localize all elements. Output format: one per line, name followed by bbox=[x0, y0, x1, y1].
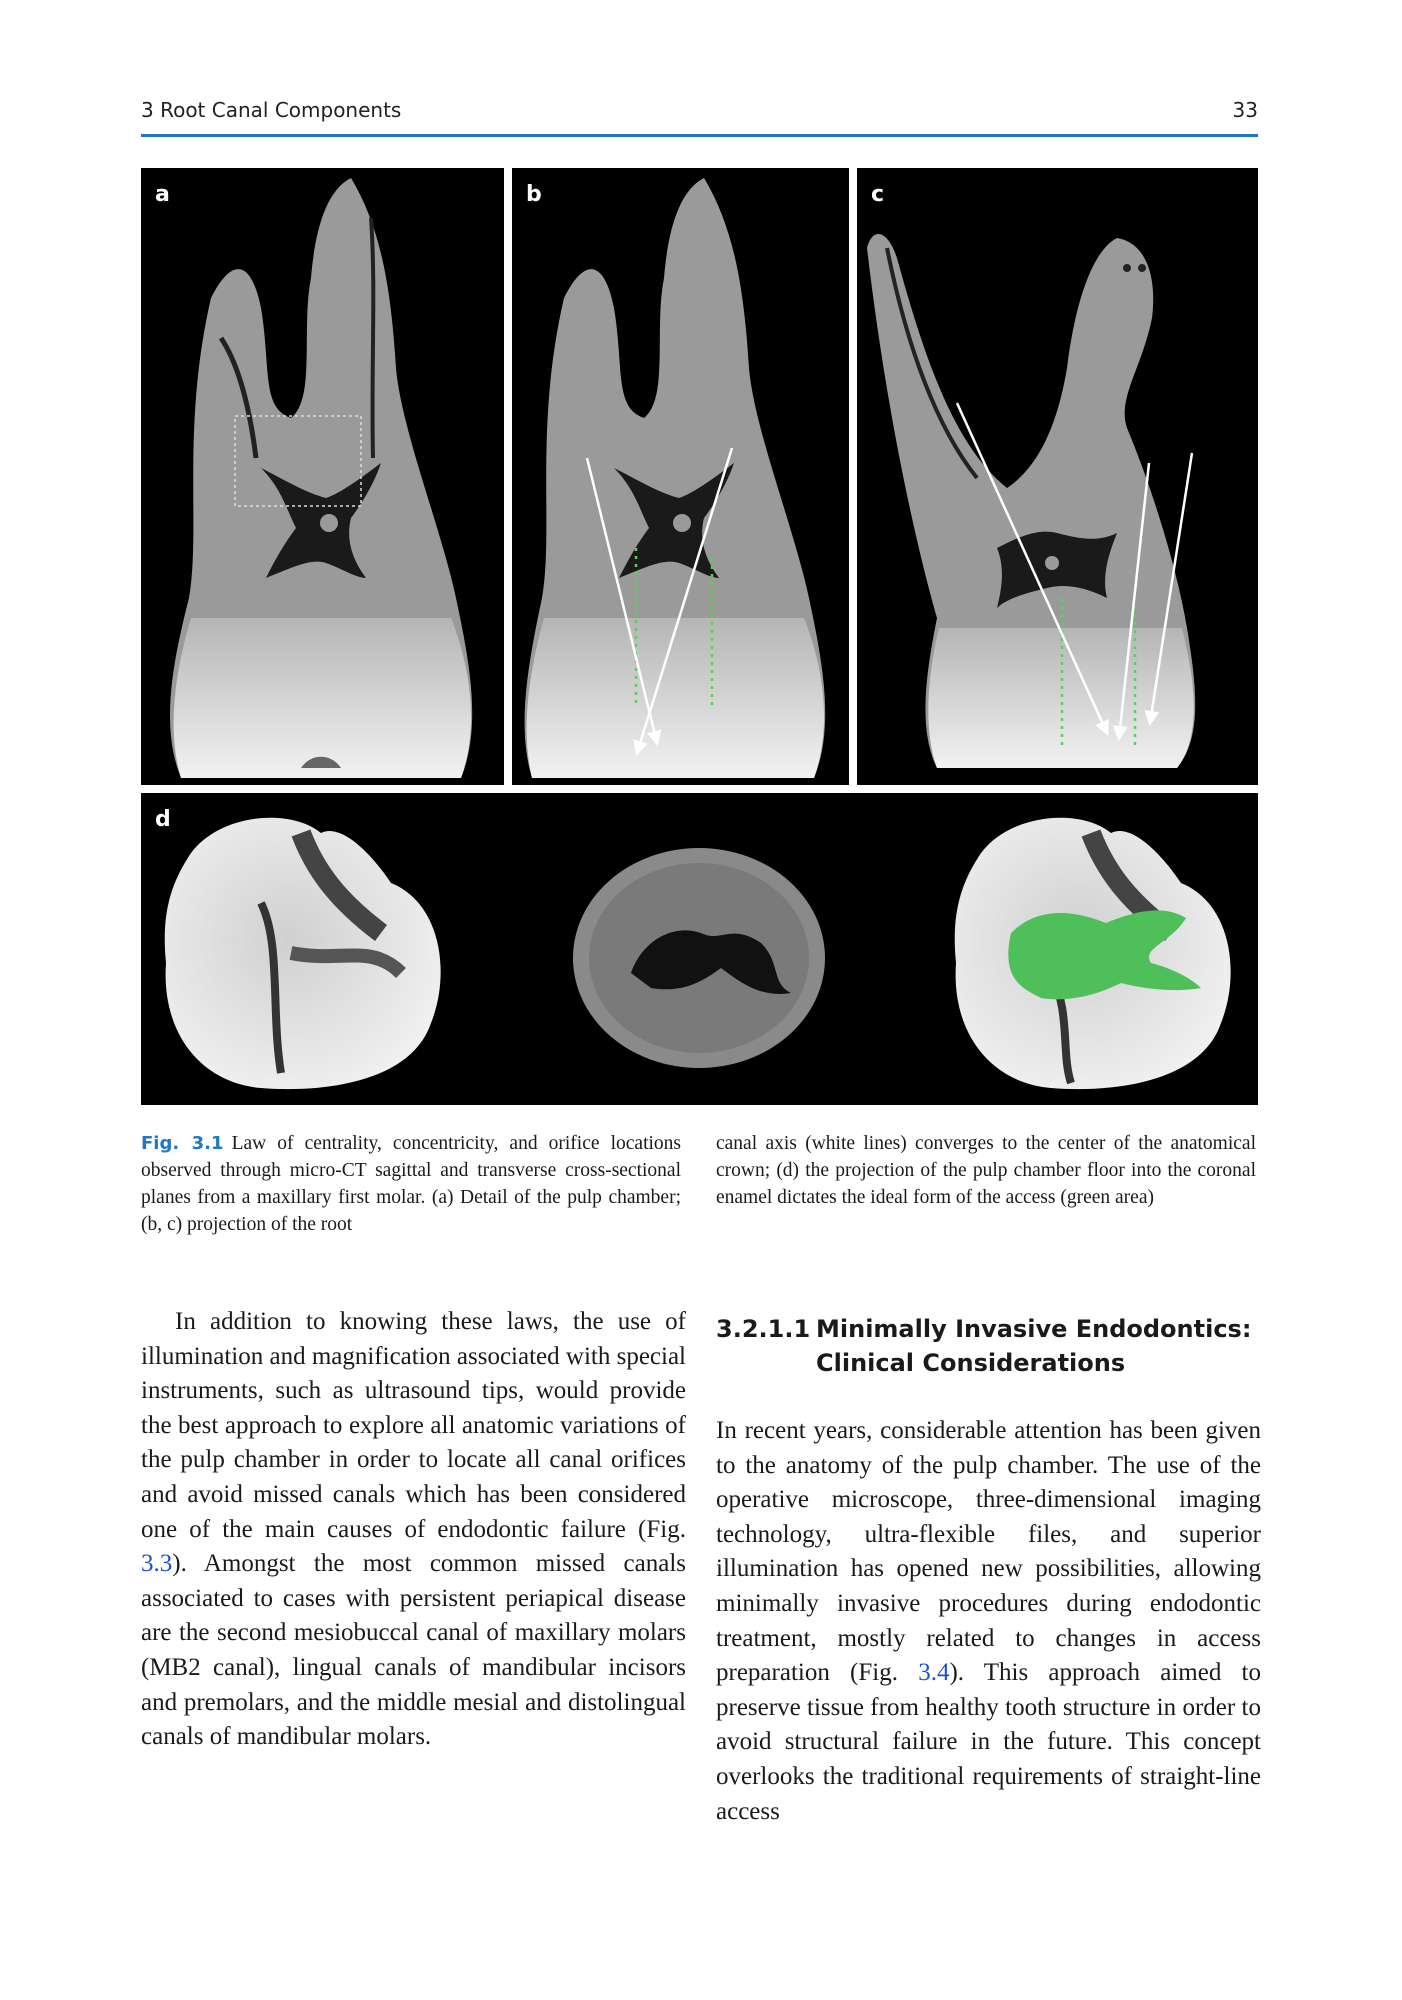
section-number: 3.2.1.1 bbox=[716, 1315, 811, 1343]
body-column-right bbox=[716, 1414, 1261, 1829]
tooth-sagittal-image-b bbox=[512, 168, 849, 785]
paragraph-right bbox=[716, 1414, 1261, 1829]
body-column-left bbox=[141, 1305, 686, 1755]
panel-label-d: d bbox=[155, 807, 171, 832]
tooth-transverse-images-d bbox=[141, 793, 1258, 1105]
paragraph-right-text-1: In recent years, considerable attention has been given to the anatomy of the pulp chamber. The use of the operative microscope, three-dimensional imaging technology, ultra-flexible files, and superior illumination has opened new possibilities, allowing minimally invasive procedures during endodontic treatment, mostly related to changes in access preparation (Fig. bbox=[716, 1417, 1261, 1687]
figure-caption-col1 bbox=[141, 1130, 681, 1238]
paragraph-left bbox=[141, 1305, 686, 1755]
running-header bbox=[141, 96, 1258, 126]
paragraph-right-text-2: ). This approach aimed to preserve tissue from healthy tooth structure in order to avoid structural failure in the future. This concept overlooks the traditional requirements of straight-line access bbox=[716, 1659, 1261, 1825]
caption-text-2: canal axis (white lines) converges to the center of the anatomical crown; (d) the projection of the pulp chamber floor into the coronal enamel dictates the ideal form of the access (green area) bbox=[716, 1133, 1256, 1208]
figure-panel-c bbox=[857, 168, 1258, 785]
chapter-title: 3 Root Canal Components bbox=[141, 98, 402, 122]
tooth-sagittal-image-a bbox=[141, 168, 504, 785]
figure-ref-3-3[interactable]: 3.3 bbox=[141, 1550, 173, 1578]
figure-caption-col2 bbox=[716, 1130, 1256, 1211]
panel-label-a: a bbox=[155, 182, 170, 207]
figure-label: Fig. 3.1 bbox=[141, 1133, 224, 1154]
paragraph-left-text-1: In addition to knowing these laws, the use of illumination and magnification associated with special instruments, such as ultrasound tips, would provide the best approach to explore all anatomic variations of the pulp chamber in order to locate all canal orifices and avoid missed canals which has been considered one of the main causes of endodontic failure (Fig. bbox=[141, 1308, 686, 1543]
tooth-sagittal-image-c bbox=[857, 168, 1258, 785]
figure-panel-b bbox=[512, 168, 849, 785]
figure-panel-d bbox=[141, 793, 1258, 1105]
header-rule bbox=[141, 134, 1258, 137]
figure-panel-a bbox=[141, 168, 504, 785]
panel-label-b: b bbox=[526, 182, 542, 207]
page-number: 33 bbox=[1232, 98, 1258, 122]
caption-text-1: Law of centrality, concentricity, and orifice locations observed through micro-CT sagittal and transverse cross-sectional planes from a maxillary first molar. (a) Detail of the pulp chamber; (b, c) projection of the root bbox=[141, 1133, 682, 1235]
panel-label-c: c bbox=[871, 182, 885, 207]
paragraph-left-text-2: ). Amongst the most common missed canals associated to cases with persistent periapical disease are the second mesiobuccal canal of maxillary molars (MB2 canal), lingual canals of mandibular incisors and premolars, and the middle mesial and distolingual canals of mandibular molars. bbox=[141, 1550, 686, 1751]
figure-ref-3-4[interactable]: 3.4 bbox=[918, 1659, 950, 1687]
section-title: Minimally Invasive Endodontics: Clinical Considerations bbox=[816, 1315, 1252, 1377]
